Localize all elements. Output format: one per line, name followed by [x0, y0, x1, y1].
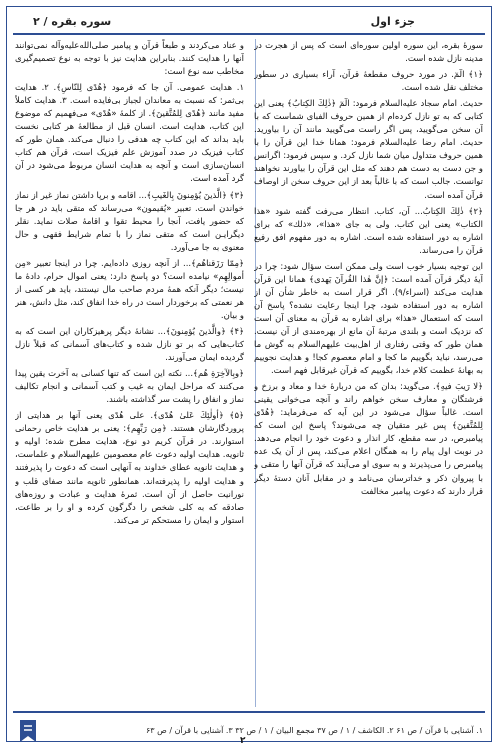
paragraph: ﴿مِمّا رَزَقناهُم﴾... از آنچه روزی داده‌ایم. چرا در اینجا تعبیر «مِن أموالِهِم» نیامده است؟ دو پاسخ دارد: یعنی اموال حرام، دادهٔ ما نیست؛ دیگر آنکه همهٔ مردم صاحب مال نیستند، باید هر کسی از هر نعمتی که برخوردار است در راه خدا انفاق کند، مثل دانش، هنر و بیان. — [15, 257, 244, 320]
paragraph: ﴿لا رَیبَ فیهِ﴾. می‌گوید: بدان که من دربارهٔ خدا و معاد و برزخ و فرشتگان و معارف سخن خواهم راند و آنچه می‌خوانی یقینی است. غالباً سؤال می‌شود در این آیه که می‌فرماید: ﴿هُدًی لِلمُتَّقینَ﴾ پس غیر متقیان چه می‌شوند؟ پاسخ این است که پیامبرص، در سه مقطع، کار انذار و دعوت خود را انجام می‌دهد. در نوبت اول پیام را به همگان اعلام می‌کند، پس از آن یک عده پیامبرص را می‌پذیرند و به سوی او می‌آیند که قرآن آنها را متقی و با پیروان ذکر و خداترسان می‌نامد و در مقابل آنان دستهٔ دیگر قرار دارند که دعوت پیامبر مخالفت — [254, 381, 483, 496]
paragraph: ﴿۵﴾ ﴿أولٰئِكَ عَلیٰ هُدًی﴾. علی هُدًی یعنی آنها بر هدایتی از پروردگارشان هستند. ﴿مِن رَبِّهِم﴾: یعنی بر هدایت خاص رحمانی استوارند. در قرآن کریم دو نوع، هدایت مطرح شده: اولیه و ثانویه. هدایت اولیه دعوت عام معصومین علیهم‌السلام و علماست، و هدایت ثانویه عطای خداوند به آنهایی است که دعوت را پذیرفتند و هدایت اولیه را پذیرفته‌اند. همانطور ثانویه مانند صفای قلب و نورانیت حاصل از آن است. ثمرهٔ هدایت و عبادت و روزه‌های صادقه که به کلی شخص را دگرگون کرده و او را بر طاعت، استوار و ایمان را مستحکم تر می‌کند. — [15, 410, 244, 525]
paragraph: ۱. هدایت عمومی. آن جا که فرمود ﴿هُدًی لِلنّاسِ﴾. ۲. هدایت بی‌ثمر: که نسبت به معاندان لجباز بی‌فایده است. ۳. هدایت کاملاً مفید مانند ﴿هُدًی لِلمُتَّقینَ﴾. از کلمهٔ «هُدًی» می‌فهمیم که موضوع این کتاب، هدایت است. انسان قبل از مطالعهٔ هر کتابی نخست باید بداند که این کتاب چه هدفی را دنبال می‌کند. همان طور که کتاب فیزیک در صدد آموزش علم فیزیک است، قرآن هم کتاب انسان‌سازی است و آنچه به هدایت انسان مربوط می‌شود در آن گرد آمده است. — [15, 82, 244, 184]
page-header — [13, 11, 485, 31]
paragraph: ﴿۱﴾ الٓمٓ. در مورد حروف مقطعهٔ قرآن، آراء بسیاری در سطور مختلف نقل شده است. — [254, 69, 483, 93]
paragraph: ﴿۲﴾ ذٰلِكَ الكِتابُ... آن، کتاب. انتظار می‌رفت گفته شود «هذا الکتاب» یعنی این کتاب. ولی به جای «هذا»، «ذلك» که برای اشاره به دور استفاده شده است. اشاره به دور مفهوم افق رفیع قرآن را می‌رساند. — [254, 205, 483, 255]
header-rule — [13, 33, 485, 35]
juz-title: جزء اول — [370, 14, 415, 28]
paragraph: ﴿۴﴾ ﴿والَّذینَ یُؤمِنونَ﴾... نشانهٔ دیگر پرهیزکاران این است که به کتاب‌هایی که بر تو نازل شده و کتاب‌های آسمانی که قبلاً نازل گردیده ایمان می‌آورند. — [15, 325, 244, 363]
paragraph: حدیث. امام سجاد علیه‌السلام فرمود: الٓمٓ ﴿ذٰلِكَ الكِتابُ﴾ یعنی این کتابی که به تو نازل کرده‌ام از همین حروف الفبای شماست که با آن سخن می‌گویید، پس اگر راست می‌گویید مانند آن را بیاورید. حدیث. امام رضا علیه‌السلام فرمود: همانا خدا این قرآن را با همین حروف متداول میان شما نازل کرد. و سپس فرمود: اگرانس و جن دست به دست هم دهند که مثل این قرآن را بیاورند نخواهند توانست. جالب است که با غالباً بعد از این حروف سخن از اوصاف قرآن آمده است. — [254, 98, 483, 200]
paragraph: ﴿۳﴾ ﴿الَّذینَ یُؤمِنونَ بِالغَیبِ﴾... اقامه و برپا داشتن نماز غیر از نماز خواندن است. تعبیر «یُقیمون» می‌رساند که متقی باید در هر جا که حضور یافت، آنجا را محیط تقوا و اقامهٔ صلات نماید. نقلر دیگرایـن است که متقی نماز را با تمام شرایط فقهی و حال معنوی به جا می‌آورد. — [15, 189, 244, 252]
footer-rule — [13, 711, 485, 713]
paragraph: و عناد می‌کردند و طبعاً قرآن و پیامبر صلی‌الله‌علیه‌وآله نمی‌توانند آنها را هدایت کنند. بنابراین هدایت نیز با توجه به نوع تصمیم‌گیری مخاطب سه نوع است: — [15, 40, 244, 77]
surah-title: سوره بقره / ۲ — [33, 14, 112, 28]
paragraph: سورهٔ بقره، این سوره اولین سوره‌ای است که پس از هجرت در مدینه نازل شده است. — [254, 40, 483, 64]
paragraph: این توجیه بسیار خوب است ولی ممکن است سؤال شود: چرا در آیهٔ دیگر قرآن آمده است: ﴿إنَّ هٰذا القُرآنَ یَهدی﴾ همانا این قرآن هدایت می‌کند (اسراء/۹). اگر قرار است به خاطر شأن آن از اشاره به دور استفاده شود، چرا اینجا رعایت نشده؟ پاسخ آن است که استعمال «هذا» برای اشاره به قرآن به معنای آن است که نزدیک است و بلندی مرتبهٔ آن مانع از بهره‌مندی از آن نیست. همان طور که وقتی رفتاری از اهل‌بیت علیهم‌السلام به گوش ما می‌رسد، نباید بگوییم ما کجا و امام معصوم کجا! و هدایت نجوییم به بهانهٔ عظمت کلام خدا، بگوییم که قرآن غیرقابل فهم است. — [254, 260, 483, 376]
bookmark-logo-icon — [15, 717, 41, 745]
page-number: ۲ — [240, 736, 246, 746]
page-frame — [6, 6, 492, 742]
text-columns — [15, 39, 483, 707]
right-column — [254, 39, 483, 707]
left-column — [15, 39, 244, 707]
footnotes: ۱. آشنایی با قرآن / ص ۶۱ ۲. الکاشف / ۱ / ص ۳۷ مجمع البیان / ۱ / ص ۳۲ ۳. آشنایی با قرآن / ص ۶۳ — [145, 726, 483, 735]
paragraph: ﴿وبِالآخِرَةِ هُم﴾... نکته این است که تنها کسانی به آخرت یقین پیدا می‌کنند که مراحل ایمان به غیب و کتب آسمانی و انجام تکالیف نماز و انفاق را پشت سر گذاشته باشند. — [15, 368, 244, 405]
